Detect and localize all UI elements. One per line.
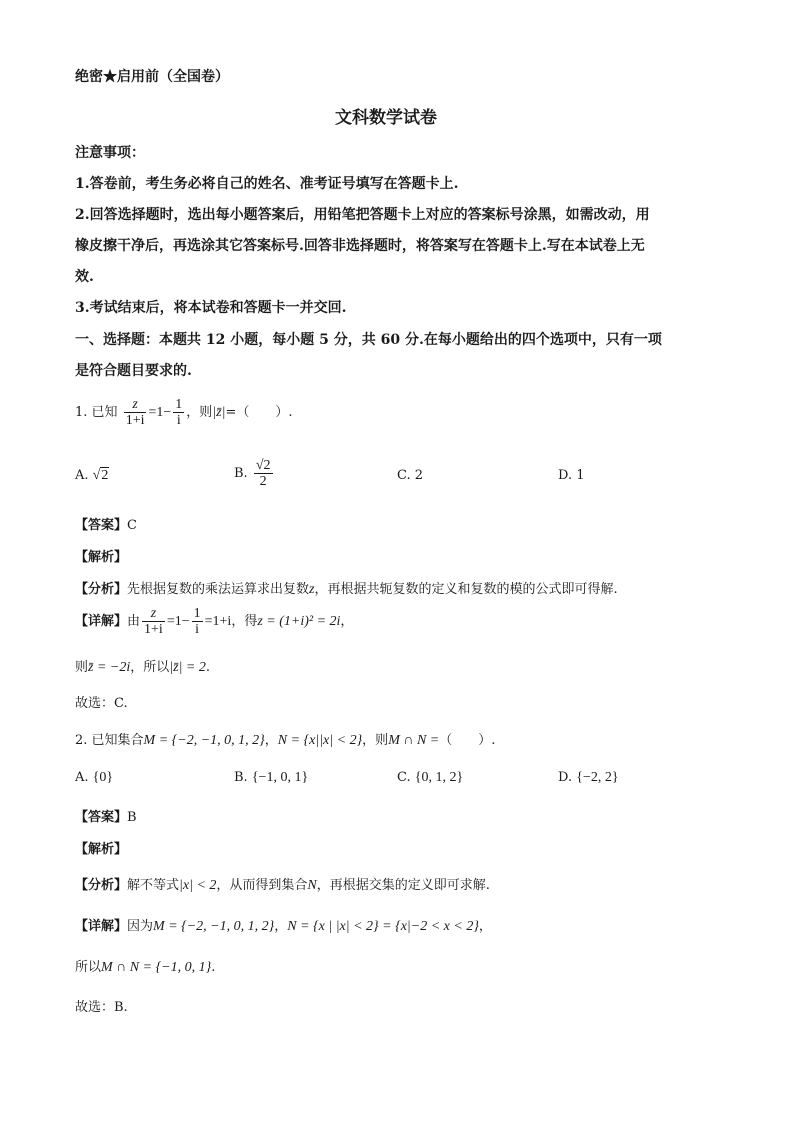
q1-fenxi-var: z (309, 582, 315, 597)
q1-option-a-label: A. (75, 468, 89, 483)
q1-xj-den2: i (195, 622, 200, 637)
q1-suffix: ，则 (186, 405, 213, 420)
question-1-stem (75, 397, 292, 428)
q2-fenxi-text-c: ，再根据交集的定义即可求解. (316, 878, 490, 893)
q1-then-expr2: |z̄| = 2 (169, 660, 206, 675)
q2-option-c-value: {0, 1, 2} (414, 770, 464, 785)
q2-fenxi-label: 【分析】 (75, 878, 128, 893)
q1-xj-num: z (142, 606, 165, 622)
note-2-line3: 效. (75, 269, 94, 285)
note-2-line1: 2.回答选择题时，选出每小题答案后，用铅笔把答题卡上对应的答案标号涂黑，如需改动，用 (75, 207, 650, 223)
q2-option-b-label: B. (234, 770, 248, 785)
q2-xj-text-c: ， (478, 919, 492, 934)
q1-prefix: 1. 已知 (75, 405, 118, 420)
question-2-stem (75, 729, 495, 749)
q2-fenxi-var: N (307, 878, 317, 893)
q2-option-d (558, 770, 619, 786)
q2-option-b-value: {−1, 0, 1} (251, 770, 309, 785)
q1-frac-num: z (124, 397, 147, 413)
q1-mid: =1− (148, 405, 172, 420)
q1-xiangjie (75, 606, 353, 637)
section-heading-line1: 一、选择题：本题共 12 小题，每小题 5 分，共 60 分.在每小题给出的四个选项中，只有一项 (75, 332, 662, 348)
q2-so-b: . (211, 960, 216, 975)
q2-option-d-value: {−2, 2} (576, 770, 619, 785)
q1-xj-text-c: ， (340, 614, 354, 629)
q1-xj-den: 1+i (144, 622, 163, 637)
q1-option-b-label: B. (234, 466, 248, 481)
q1-xj-text-b: ，得 (231, 614, 258, 629)
q1-then-expr1: z̄ = −2i (88, 660, 131, 675)
note-3: 3.考试结束后，将本试卷和答题卡一并交回. (75, 300, 347, 316)
q2-option-a-value: {0} (92, 770, 114, 785)
q1-fenxi-label: 【分析】 (75, 582, 128, 597)
exam-title: 文科数学试卷 (335, 108, 437, 128)
q2-so-expr: M ∩ N = {−1, 0, 1} (101, 960, 212, 975)
q2-select: 故选：B. (75, 1000, 128, 1015)
q1-xj-mid: =1− (166, 614, 190, 629)
q1-fenxi (75, 578, 618, 598)
q1-then-b: ，所以 (130, 660, 170, 675)
q2-fenxi-text-b: ，从而得到集合 (216, 878, 308, 893)
q1-modulus: |z̄| (212, 405, 226, 420)
q2-option-a (75, 770, 113, 786)
q1-answer-label: 【答案】 (75, 518, 128, 533)
q2-xiangjie-label: 【详解】 (75, 919, 128, 934)
q2-sep: ， (264, 733, 278, 748)
q1-xj-fraction (142, 606, 165, 637)
q2-fenxi-expr: |x| < 2 (179, 878, 217, 893)
q2-option-c-label: C. (397, 770, 411, 785)
q1-tail: =（ ）. (225, 405, 293, 420)
q2-xj-text-b: ， (274, 919, 288, 934)
q2-xj-expr1: M = {−2, −1, 0, 1, 2} (153, 919, 275, 934)
q2-fenxi-text-a: 解不等式 (127, 878, 180, 893)
q1-option-b-fraction (254, 458, 273, 489)
note-1: 1.答卷前，考生务必将自己的姓名、准考证号填写在答题卡上. (75, 176, 459, 192)
q1-answer-value: C (127, 518, 137, 533)
q1-fenxi-text-b: ，再根据共轭复数的定义和复数的模的公式即可得解. (314, 582, 618, 597)
q2-tail: （ ）. (439, 733, 496, 748)
q2-prefix: 2. 已知集合 (75, 733, 144, 748)
q1-option-a (75, 468, 109, 484)
q2-so-line (75, 956, 215, 976)
q1-xj-expr: z = (1+i)² = 2i (257, 614, 341, 629)
section-heading-line2: 是符合题目要求的. (75, 363, 192, 379)
q1-frac2-den: i (176, 413, 181, 428)
q1-xj-eq: =1+i (204, 614, 232, 629)
q2-expr: M ∩ N = (388, 733, 440, 748)
q2-option-a-label: A. (75, 770, 89, 785)
q1-fraction-2 (173, 397, 184, 428)
q1-option-c: C. 2 (397, 468, 424, 483)
q1-option-b-den: 2 (259, 474, 267, 489)
q1-then-a: 则 (75, 660, 89, 675)
q1-frac2-num: 1 (175, 397, 183, 412)
q2-so-a: 所以 (75, 960, 102, 975)
q2-set-m: M = {−2, −1, 0, 1, 2} (143, 733, 265, 748)
confidential-header: 绝密★启用前（全国卷） (75, 69, 229, 85)
q1-fenxi-text-a: 先根据复数的乘法运算求出复数 (127, 582, 310, 597)
q1-option-a-radicand: 2 (101, 468, 109, 483)
note-2-line2: 橡皮擦干净后，再选涂其它答案标号.回答非选择题时，将答案写在答题卡上.写在本试卷上无 (75, 238, 645, 254)
q1-xiangjie-label: 【详解】 (75, 614, 128, 629)
q2-xiangjie (75, 915, 492, 935)
q1-answer (75, 514, 137, 533)
q2-option-b (234, 770, 308, 786)
q1-fraction (124, 397, 147, 428)
q2-fenxi (75, 874, 490, 894)
q2-suffix: ，则 (362, 733, 389, 748)
q1-option-d: D. 1 (558, 468, 585, 483)
q1-option-a-value: √2 (92, 468, 109, 483)
q1-option-b-num: √2 (255, 458, 271, 473)
q2-xj-text-a: 因为 (127, 919, 154, 934)
notes-heading: 注意事项： (75, 145, 145, 161)
q1-select: 故选：C. (75, 696, 128, 711)
q1-option-b (234, 458, 275, 489)
q1-xj-text-a: 由 (127, 614, 141, 629)
q1-frac-den: 1+i (125, 413, 145, 428)
q2-option-d-label: D. (558, 770, 573, 785)
q1-then-line (75, 656, 210, 676)
q2-option-c (397, 770, 463, 786)
q1-analysis-label: 【解析】 (75, 550, 128, 565)
q1-then-c: . (205, 660, 210, 675)
q2-analysis-label: 【解析】 (75, 842, 128, 857)
q1-xj-fraction-2 (192, 606, 203, 637)
q2-answer-label: 【答案】 (75, 810, 128, 825)
q1-xj-num2: 1 (193, 606, 201, 621)
q2-answer-value: B (127, 810, 137, 825)
q2-answer (75, 806, 137, 825)
q2-set-n: N = {x||x| < 2} (277, 733, 363, 748)
q2-xj-expr2: N = {x | |x| < 2} = {x|−2 < x < 2} (287, 919, 479, 934)
